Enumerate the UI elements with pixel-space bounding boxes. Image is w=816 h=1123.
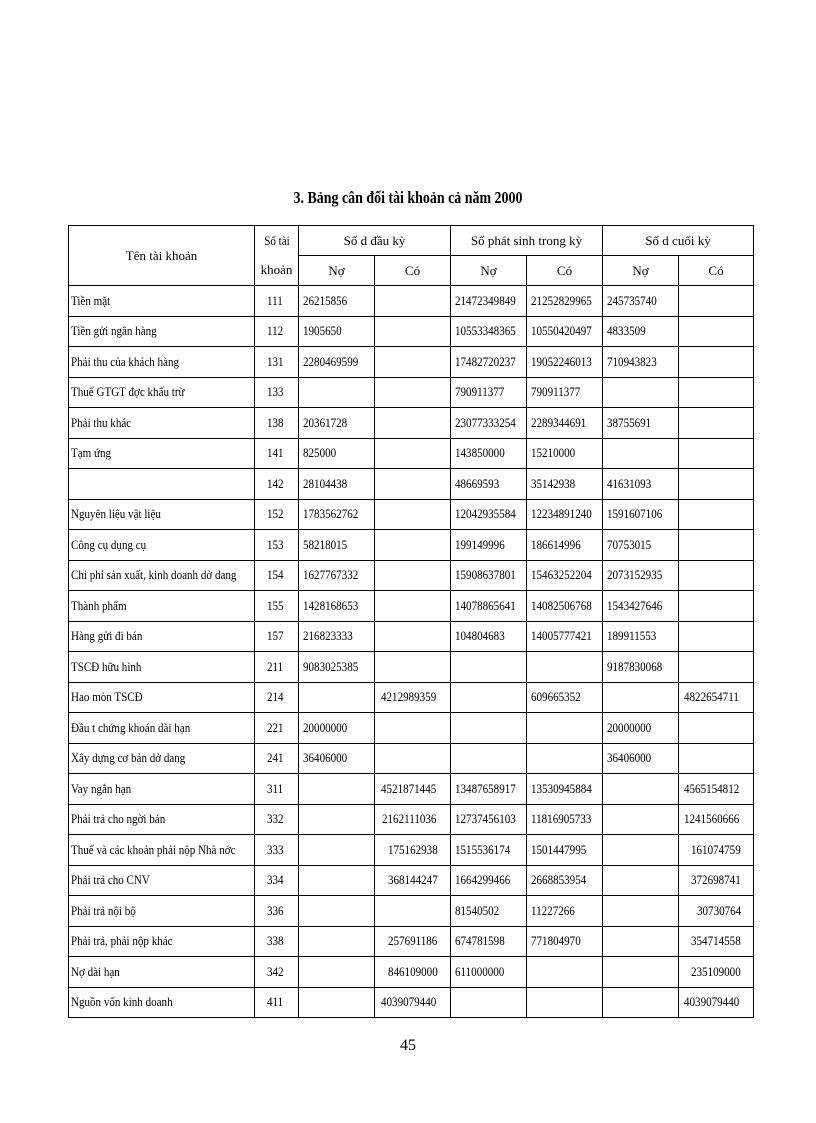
period-credit-cell: 21252829965: [527, 286, 603, 317]
opening-credit-cell: [375, 652, 451, 683]
closing-credit-cell: 354714558: [679, 926, 754, 957]
opening-debit-cell: 28104438: [299, 469, 375, 500]
header-period-transactions: Số phát sinh trong kỳ: [451, 226, 603, 256]
period-debit-cell: 199149996: [451, 530, 527, 561]
closing-credit-cell: [679, 713, 754, 744]
period-debit-cell: 1515536174: [451, 835, 527, 866]
account-name-cell: Tiền gửi ngân hàng: [69, 316, 255, 347]
opening-credit-cell: 175162938: [375, 835, 451, 866]
account-name-cell: Hao mòn TSCĐ: [69, 682, 255, 713]
account-name-cell: Phải trả cho CNV: [69, 865, 255, 896]
account-code-cell: 142: [255, 469, 299, 500]
period-debit-cell: [451, 652, 527, 683]
account-name-cell: [69, 469, 255, 500]
period-credit-cell: 771804970: [527, 926, 603, 957]
opening-credit-cell: [375, 347, 451, 378]
closing-credit-cell: 372698741: [679, 865, 754, 896]
account-code-cell: 152: [255, 499, 299, 530]
account-code-cell: 332: [255, 804, 299, 835]
opening-credit-cell: [375, 896, 451, 927]
account-code-cell: 154: [255, 560, 299, 591]
period-credit-cell: 1501447995: [527, 835, 603, 866]
table-row: [69, 713, 754, 744]
closing-credit-cell: 235109000: [679, 957, 754, 988]
table-row: [69, 896, 754, 927]
period-debit-cell: 21472349849: [451, 286, 527, 317]
table-row: [69, 865, 754, 896]
header-account-name: Tên tài khoản: [69, 226, 255, 286]
period-debit-cell: 10553348365: [451, 316, 527, 347]
closing-credit-cell: [679, 438, 754, 469]
closing-debit-cell: 189911553: [603, 621, 679, 652]
period-debit-cell: [451, 713, 527, 744]
account-code-cell: 131: [255, 347, 299, 378]
closing-debit-cell: 20000000: [603, 713, 679, 744]
closing-debit-cell: [603, 957, 679, 988]
table-row: [69, 774, 754, 805]
table-row: [69, 316, 754, 347]
opening-credit-cell: [375, 560, 451, 591]
account-code-cell: 221: [255, 713, 299, 744]
page-number: 45: [400, 1037, 416, 1054]
closing-debit-cell: 4833509: [603, 316, 679, 347]
period-credit-cell: [527, 957, 603, 988]
opening-debit-cell: 9083025385: [299, 652, 375, 683]
trial-balance-table: [68, 225, 754, 1018]
period-credit-cell: 15463252204: [527, 560, 603, 591]
account-name-cell: Phải trả, phải nộp khác: [69, 926, 255, 957]
period-credit-cell: [527, 987, 603, 1018]
opening-credit-cell: 368144247: [375, 865, 451, 896]
account-code-cell: 336: [255, 896, 299, 927]
account-code-cell: 157: [255, 621, 299, 652]
header-closing-balance: Số d cuối kỳ: [603, 226, 754, 256]
period-credit-cell: 14005777421: [527, 621, 603, 652]
table-row: [69, 530, 754, 561]
opening-credit-cell: [375, 316, 451, 347]
account-code-cell: 334: [255, 865, 299, 896]
period-debit-cell: 12737456103: [451, 804, 527, 835]
period-debit-cell: 14078865641: [451, 591, 527, 622]
closing-debit-cell: 9187830068: [603, 652, 679, 683]
header-closing-credit: Có: [679, 256, 754, 286]
period-credit-cell: [527, 713, 603, 744]
opening-debit-cell: 36406000: [299, 743, 375, 774]
closing-debit-cell: 245735740: [603, 286, 679, 317]
account-name-cell: TSCĐ hữu hình: [69, 652, 255, 683]
account-name-cell: Phải trả cho ngời bán: [69, 804, 255, 835]
account-name-cell: Phải trả nội bộ: [69, 896, 255, 927]
closing-debit-cell: [603, 438, 679, 469]
table-row: [69, 499, 754, 530]
table-row: [69, 835, 754, 866]
period-credit-cell: [527, 652, 603, 683]
header-account-code-line2: khoản: [255, 256, 299, 286]
account-code-cell: 338: [255, 926, 299, 957]
table-row: [69, 286, 754, 317]
account-code-cell: 155: [255, 591, 299, 622]
opening-credit-cell: [375, 286, 451, 317]
closing-credit-cell: [679, 408, 754, 439]
closing-debit-cell: 41631093: [603, 469, 679, 500]
account-code-cell: 311: [255, 774, 299, 805]
opening-debit-cell: 20361728: [299, 408, 375, 439]
account-name-cell: Thuế và các khoản phải nộp Nhà nớc: [69, 835, 255, 866]
period-debit-cell: 1664299466: [451, 865, 527, 896]
account-code-cell: 342: [255, 957, 299, 988]
opening-debit-cell: [299, 926, 375, 957]
account-code-cell: 138: [255, 408, 299, 439]
account-code-cell: 411: [255, 987, 299, 1018]
opening-debit-cell: [299, 896, 375, 927]
closing-credit-cell: [679, 621, 754, 652]
period-debit-cell: 23077333254: [451, 408, 527, 439]
header-period-credit: Có: [527, 256, 603, 286]
opening-debit-cell: [299, 987, 375, 1018]
period-debit-cell: 81540502: [451, 896, 527, 927]
closing-credit-cell: [679, 377, 754, 408]
period-credit-cell: 2289344691: [527, 408, 603, 439]
period-credit-cell: 15210000: [527, 438, 603, 469]
period-debit-cell: 674781598: [451, 926, 527, 957]
period-debit-cell: 611000000: [451, 957, 527, 988]
period-debit-cell: 104804683: [451, 621, 527, 652]
table-row: [69, 957, 754, 988]
opening-credit-cell: [375, 530, 451, 561]
period-credit-cell: 790911377: [527, 377, 603, 408]
closing-debit-cell: [603, 865, 679, 896]
account-code-cell: 214: [255, 682, 299, 713]
closing-debit-cell: 2073152935: [603, 560, 679, 591]
opening-debit-cell: [299, 682, 375, 713]
period-credit-cell: [527, 743, 603, 774]
opening-debit-cell: 216823333: [299, 621, 375, 652]
opening-debit-cell: [299, 957, 375, 988]
closing-debit-cell: [603, 987, 679, 1018]
period-debit-cell: 143850000: [451, 438, 527, 469]
period-credit-cell: 35142938: [527, 469, 603, 500]
closing-debit-cell: [603, 774, 679, 805]
period-credit-cell: 11816905733: [527, 804, 603, 835]
account-code-cell: 211: [255, 652, 299, 683]
header-account-code: Số tài: [255, 226, 299, 256]
account-name-cell: Nguyên liệu vật liệu: [69, 499, 255, 530]
account-code-cell: 111: [255, 286, 299, 317]
closing-debit-cell: [603, 926, 679, 957]
period-debit-cell: [451, 743, 527, 774]
account-code-cell: 141: [255, 438, 299, 469]
closing-credit-cell: [679, 469, 754, 500]
opening-debit-cell: 825000: [299, 438, 375, 469]
closing-debit-cell: 36406000: [603, 743, 679, 774]
closing-credit-cell: 30730764: [679, 896, 754, 927]
table-row: [69, 926, 754, 957]
closing-credit-cell: [679, 743, 754, 774]
account-name-cell: Thành phẩm: [69, 591, 255, 622]
opening-debit-cell: [299, 835, 375, 866]
closing-credit-cell: [679, 560, 754, 591]
account-name-cell: Nợ dài hạn: [69, 957, 255, 988]
account-code-cell: 333: [255, 835, 299, 866]
period-debit-cell: 48669593: [451, 469, 527, 500]
closing-debit-cell: 38755691: [603, 408, 679, 439]
opening-debit-cell: 1905650: [299, 316, 375, 347]
account-name-cell: Chi phí sản xuất, kinh doanh dở dang: [69, 560, 255, 591]
closing-credit-cell: [679, 286, 754, 317]
closing-credit-cell: [679, 591, 754, 622]
period-credit-cell: 13530945884: [527, 774, 603, 805]
opening-debit-cell: 20000000: [299, 713, 375, 744]
period-credit-cell: 609665352: [527, 682, 603, 713]
table-row: [69, 652, 754, 683]
account-code-cell: 241: [255, 743, 299, 774]
table-row: [69, 987, 754, 1018]
period-credit-cell: 14082506768: [527, 591, 603, 622]
closing-debit-cell: [603, 377, 679, 408]
opening-credit-cell: [375, 499, 451, 530]
account-name-cell: Vay ngắn hạn: [69, 774, 255, 805]
period-debit-cell: 17482720237: [451, 347, 527, 378]
period-debit-cell: 790911377: [451, 377, 527, 408]
account-code-cell: 133: [255, 377, 299, 408]
opening-credit-cell: [375, 621, 451, 652]
period-credit-cell: 10550420497: [527, 316, 603, 347]
account-name-cell: Phải thu của khách hàng: [69, 347, 255, 378]
table-row: [69, 347, 754, 378]
page-title: 3. Bảng cân đối tài khoản cả năm 2000: [293, 188, 523, 207]
table-row: [69, 743, 754, 774]
period-credit-cell: 12234891240: [527, 499, 603, 530]
closing-debit-cell: [603, 835, 679, 866]
account-name-cell: Phải thu khác: [69, 408, 255, 439]
opening-credit-cell: [375, 591, 451, 622]
closing-credit-cell: [679, 652, 754, 683]
opening-debit-cell: [299, 774, 375, 805]
opening-debit-cell: [299, 377, 375, 408]
opening-debit-cell: 26215856: [299, 286, 375, 317]
closing-debit-cell: 1591607106: [603, 499, 679, 530]
account-name-cell: Tạm ứng: [69, 438, 255, 469]
closing-debit-cell: 710943823: [603, 347, 679, 378]
opening-credit-cell: 4039079440: [375, 987, 451, 1018]
account-name-cell: Thuế GTGT đợc khấu trừ: [69, 377, 255, 408]
period-debit-cell: [451, 987, 527, 1018]
account-name-cell: Hàng gửi đi bán: [69, 621, 255, 652]
closing-debit-cell: [603, 804, 679, 835]
period-credit-cell: 2668853954: [527, 865, 603, 896]
opening-credit-cell: [375, 713, 451, 744]
opening-credit-cell: 257691186: [375, 926, 451, 957]
header-opening-balance: Số d đầu kỳ: [299, 226, 451, 256]
closing-credit-cell: 4565154812: [679, 774, 754, 805]
period-debit-cell: 12042935584: [451, 499, 527, 530]
closing-credit-cell: 4039079440: [679, 987, 754, 1018]
closing-credit-cell: 161074759: [679, 835, 754, 866]
table-row: [69, 560, 754, 591]
account-code-cell: 112: [255, 316, 299, 347]
table-row: [69, 438, 754, 469]
opening-debit-cell: 58218015: [299, 530, 375, 561]
opening-debit-cell: 1783562762: [299, 499, 375, 530]
opening-debit-cell: [299, 865, 375, 896]
account-code-cell: 153: [255, 530, 299, 561]
period-debit-cell: [451, 682, 527, 713]
closing-debit-cell: 70753015: [603, 530, 679, 561]
opening-debit-cell: 1428168653: [299, 591, 375, 622]
opening-credit-cell: [375, 408, 451, 439]
opening-credit-cell: [375, 743, 451, 774]
closing-credit-cell: [679, 316, 754, 347]
opening-credit-cell: [375, 438, 451, 469]
table-row: [69, 469, 754, 500]
opening-debit-cell: 2280469599: [299, 347, 375, 378]
opening-credit-cell: 2162111036: [375, 804, 451, 835]
closing-credit-cell: [679, 347, 754, 378]
period-credit-cell: 11227266: [527, 896, 603, 927]
account-name-cell: Tiền mặt: [69, 286, 255, 317]
opening-credit-cell: 846109000: [375, 957, 451, 988]
period-credit-cell: 19052246013: [527, 347, 603, 378]
closing-credit-cell: [679, 499, 754, 530]
opening-debit-cell: 1627767332: [299, 560, 375, 591]
closing-credit-cell: [679, 530, 754, 561]
period-debit-cell: 15908637801: [451, 560, 527, 591]
opening-credit-cell: 4212989359: [375, 682, 451, 713]
account-name-cell: Nguồn vốn kinh doanh: [69, 987, 255, 1018]
table-row: [69, 621, 754, 652]
period-debit-cell: 13487658917: [451, 774, 527, 805]
closing-credit-cell: 1241560666: [679, 804, 754, 835]
account-name-cell: Xây dựng cơ bản dở dang: [69, 743, 255, 774]
account-name-cell: Công cụ dụng cụ: [69, 530, 255, 561]
opening-credit-cell: [375, 377, 451, 408]
closing-debit-cell: [603, 896, 679, 927]
table-row: [69, 377, 754, 408]
closing-debit-cell: 1543427646: [603, 591, 679, 622]
table-row: [69, 408, 754, 439]
opening-credit-cell: 4521871445: [375, 774, 451, 805]
table-row: [69, 804, 754, 835]
header-closing-debit: Nợ: [603, 256, 679, 286]
opening-credit-cell: [375, 469, 451, 500]
header-opening-debit: Nợ: [299, 256, 375, 286]
table-row: [69, 591, 754, 622]
opening-debit-cell: [299, 804, 375, 835]
header-period-debit: Nợ: [451, 256, 527, 286]
header-opening-credit: Có: [375, 256, 451, 286]
closing-credit-cell: 4822654711: [679, 682, 754, 713]
period-credit-cell: 186614996: [527, 530, 603, 561]
table-row: [69, 682, 754, 713]
account-name-cell: Đầu t chứng khoán dài hạn: [69, 713, 255, 744]
closing-debit-cell: [603, 682, 679, 713]
